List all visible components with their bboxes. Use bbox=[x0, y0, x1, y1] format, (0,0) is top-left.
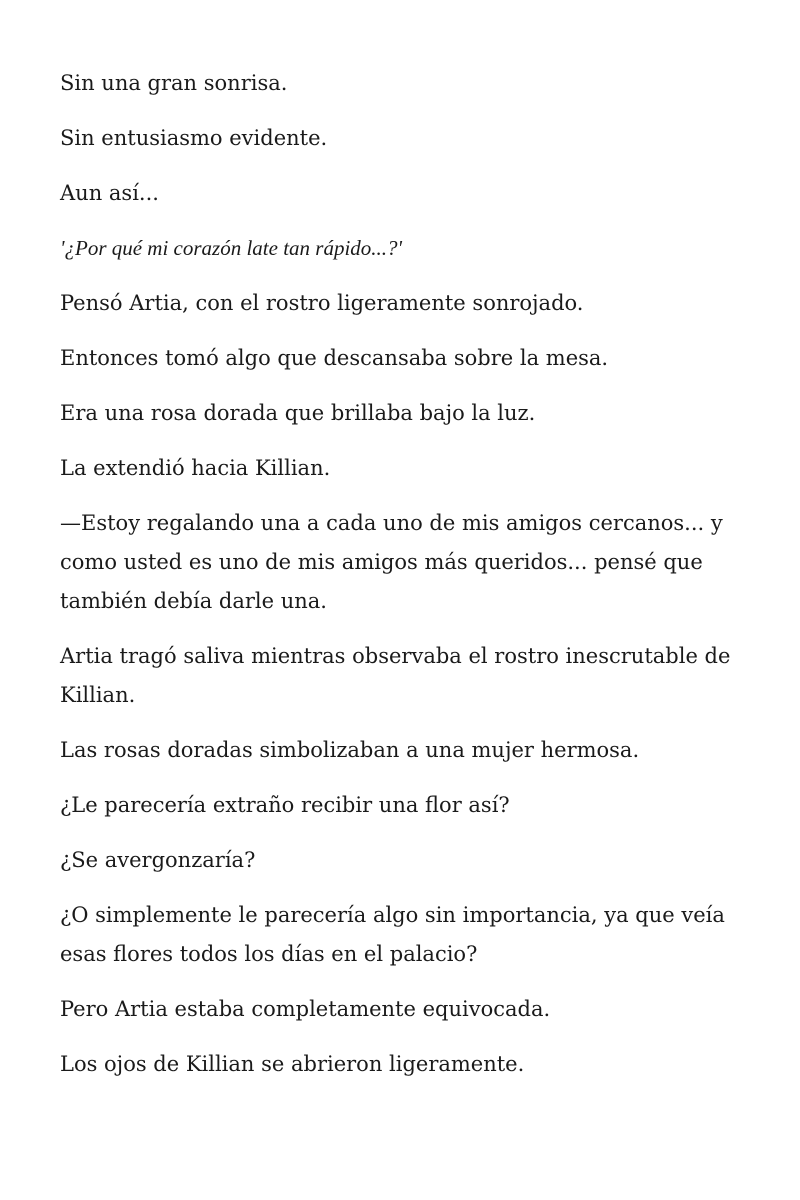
paragraph: La extendió hacia Killian. bbox=[60, 456, 331, 480]
paragraph: Aun así... bbox=[60, 181, 159, 205]
inner-thought: '¿Por qué mi corazón late tan rápido...?' bbox=[60, 236, 403, 260]
paragraph: Artia tragó saliva mientras observaba el rostro inescrutable de Killian. bbox=[60, 644, 731, 707]
paragraph: Pero Artia estaba completamente equivocada. bbox=[60, 997, 551, 1021]
paragraph: Los ojos de Killian se abrieron ligeramente. bbox=[60, 1052, 525, 1076]
story-text bbox=[60, 64, 750, 1100]
paragraph: Entonces tomó algo que descansaba sobre la mesa. bbox=[60, 346, 609, 370]
paragraph: ¿O simplemente le parecería algo sin importancia, ya que veía esas flores todos los días en el palacio? bbox=[60, 903, 725, 966]
paragraph: ¿Le parecería extraño recibir una flor así? bbox=[60, 793, 510, 817]
paragraph: Las rosas doradas simbolizaban a una mujer hermosa. bbox=[60, 738, 640, 762]
dialogue: —Estoy regalando una a cada uno de mis amigos cercanos... y como usted es uno de mis amigos más queridos... pensé que también debía darle una. bbox=[60, 511, 723, 613]
paragraph: Pensó Artia, con el rostro ligeramente sonrojado. bbox=[60, 291, 584, 315]
paragraph: ¿Se avergonzaría? bbox=[60, 848, 256, 872]
paragraph: Sin entusiasmo evidente. bbox=[60, 126, 328, 150]
paragraph: Sin una gran sonrisa. bbox=[60, 71, 288, 95]
paragraph: Era una rosa dorada que brillaba bajo la luz. bbox=[60, 401, 536, 425]
